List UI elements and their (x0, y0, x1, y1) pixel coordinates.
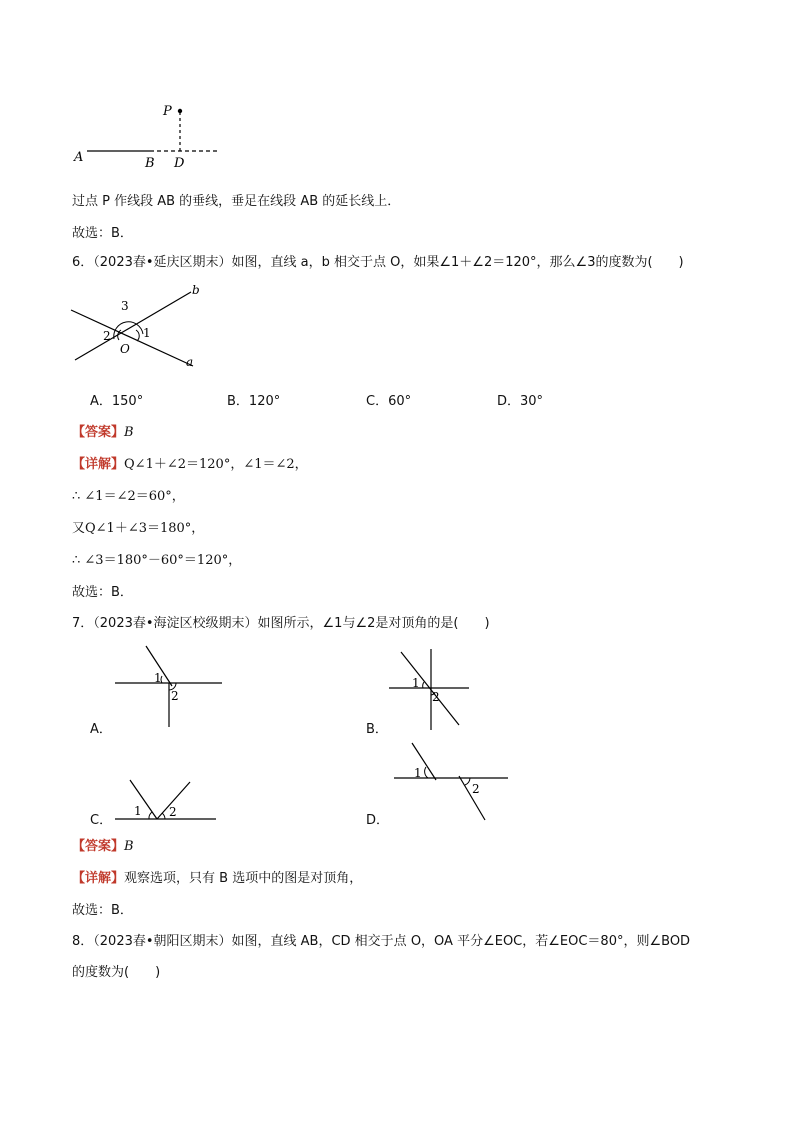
label-1: 1 (414, 766, 422, 780)
q7-label-d: D． (366, 813, 390, 828)
answer-tag: 【答案】 (72, 839, 125, 854)
q7-choose: 故选：B． (72, 903, 133, 918)
q6-stem: 6．（2023春•延庆区期末）如图，直线 a，b 相交于点 O，如果∠1＋∠2＝120°，那么∠3的度数为( ) (72, 255, 684, 270)
answer-value: B (124, 839, 134, 854)
label-1: 1 (412, 676, 420, 690)
label-2: 2 (432, 690, 440, 704)
answer-tag: 【答案】 (72, 425, 125, 440)
detail-tag: 【详解】 (72, 457, 125, 472)
label-3: 3 (121, 299, 129, 313)
q5-choose: 故选：B． (72, 226, 133, 241)
q6-option-c: C．60° (366, 394, 412, 409)
detail-tag: 【详解】 (72, 871, 125, 886)
detail-text: Q∠1＋∠2＝120°，∠1＝∠2， (124, 457, 308, 472)
q6-choose: 故选：B． (72, 585, 133, 600)
figure-q7-option-b (385, 645, 485, 735)
figure-q7-option-d (392, 740, 517, 825)
detail-text: 观察选项，只有 B 选项中的图是对顶角， (124, 871, 363, 886)
q5-text: 过点 P 作线段 AB 的垂线，垂足在线段 AB 的延长线上． (72, 194, 401, 209)
label-2: 2 (103, 329, 111, 343)
q6-option-b: B．120° (227, 394, 281, 409)
q7-label-a: A． (90, 722, 112, 737)
label-2: 2 (171, 689, 179, 703)
figure-perpendicular (60, 95, 230, 175)
figure-q7-option-c (110, 770, 230, 830)
label-O: O (120, 342, 130, 356)
q7-label-c: C． (90, 813, 113, 828)
q6-detail-line4: ∴ ∠3＝180°－60°＝120°， (72, 553, 242, 568)
q8-stem-line2: 的度数为( ) (72, 965, 161, 980)
label-2: 2 (169, 805, 177, 819)
q7-detail (72, 867, 362, 886)
q8-stem-line1: 8．（2023春•朝阳区期末）如图，直线 AB，CD 相交于点 O，OA 平分∠EOC，若∠EOC＝80°，则∠BOD (72, 934, 691, 949)
q6-detail-line1 (72, 453, 308, 472)
label-1: 1 (143, 326, 151, 340)
figure-q7-option-a (110, 640, 230, 730)
label-B: B (145, 156, 155, 171)
q6-option-d: D．30° (497, 394, 544, 409)
q6-detail-line3: 又Q∠1＋∠3＝180°， (72, 521, 205, 536)
q7-stem: 7．（2023春•海淀区校级期末）如图所示，∠1与∠2是对顶角的是( ) (72, 616, 490, 631)
q6-detail-line2: ∴ ∠1＝∠2＝60°， (72, 489, 185, 504)
q7-answer (72, 835, 134, 854)
figure-q6-intersecting-lines (65, 280, 215, 375)
label-P: P (163, 104, 172, 119)
label-1: 1 (134, 804, 142, 818)
label-A: A (74, 150, 84, 165)
q6-option-a: A．150° (90, 394, 144, 409)
label-1: 1 (154, 671, 162, 685)
label-b: b (192, 283, 200, 297)
label-2: 2 (472, 782, 480, 796)
label-a: a (186, 355, 194, 369)
answer-value: B (124, 425, 134, 440)
label-D: D (174, 156, 185, 171)
q7-label-b: B． (366, 722, 388, 737)
q6-answer (72, 421, 134, 440)
